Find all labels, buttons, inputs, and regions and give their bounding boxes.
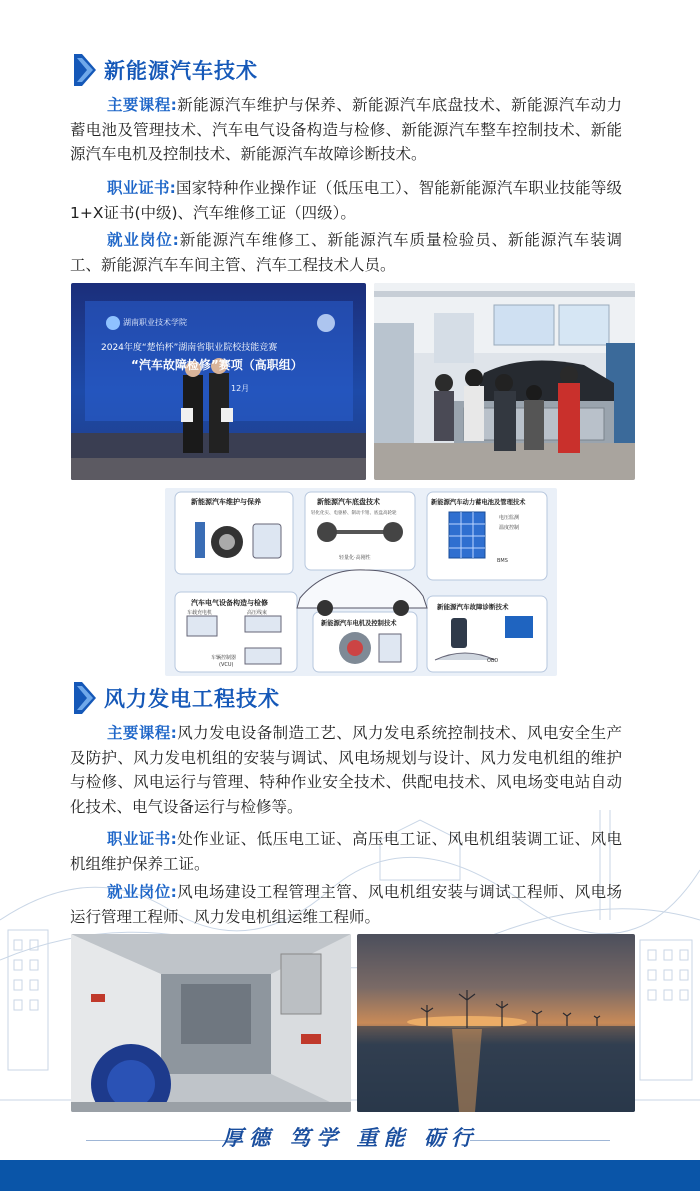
jobs-text: 新能源汽车维修工、新能源汽车质量检验员、新能源汽车装调工、新能源汽车车间主管、汽车工程技术人员。 — [70, 231, 622, 274]
diagram-chassis-sub: 轻化化实、电驱桥、制动卡钳、底盘高轮轮 — [311, 511, 397, 516]
banner-school-name: 湖南职业技术学院 — [123, 318, 187, 327]
section-header-wind — [74, 680, 280, 716]
nev-jobs-paragraph — [70, 228, 622, 277]
section-header-nev — [74, 52, 258, 88]
diagram-chassis-sub2: 轻量化·高刚性 — [339, 555, 371, 561]
chevron-marker-icon — [74, 682, 96, 714]
banner-line-2: “汽车故障检修”赛项（高职组） — [131, 358, 303, 372]
nev-courses-paragraph — [70, 93, 622, 167]
offshore-windfarm-photo — [357, 934, 635, 1112]
school-motto: 厚德 笃学 重能 砺行 — [222, 1125, 478, 1150]
wind-jobs-paragraph — [70, 880, 622, 929]
diagram-electrical-harness: 高压线束 — [247, 610, 268, 616]
courses-text: 新能源汽车维护与保养、新能源汽车底盘技术、新能源汽车动力蓄电池及管理技术、汽车电气设备构造与检修、新能源汽车整车控制技术、新能源汽车电机及控制技术、新能源汽车故障诊断技术。 — [70, 96, 622, 163]
jobs-label: 就业岗位: — [107, 883, 177, 901]
nev-course-diagram — [165, 488, 557, 676]
cert-label: 职业证书: — [107, 830, 177, 848]
cert-label: 职业证书: — [107, 179, 176, 197]
footer-band — [0, 1160, 700, 1191]
diagram-electrical-charger: 车载充电机 — [187, 610, 213, 616]
diagram-box-electrical: 汽车电气设备构造与检修 — [191, 599, 268, 607]
training-workshop-photo — [374, 283, 635, 480]
diagram-box-chassis: 新能源汽车底盘技术 — [317, 498, 380, 506]
cert-text: 国家特种作业操作证（低压电工）、智能新能源汽车职业技能等级1+X证书(中级)、汽车维修工证（四级）。 — [70, 179, 622, 222]
diagram-box-maintenance: 新能源汽车维护与保养 — [191, 498, 261, 506]
section-title-nev: 新能源汽车技术 — [104, 59, 258, 83]
diagram-diagnosis-obd: OBD — [487, 658, 499, 664]
diagram-electrical-vcu-abbr: (VCU) — [219, 662, 234, 668]
diagram-box-battery: 新能源汽车动力蓄电池及管理技术 — [431, 499, 526, 506]
diagram-battery-voltage: 电压监测 — [499, 515, 520, 521]
section-title-wind: 风力发电工程技术 — [104, 687, 280, 711]
wind-cert-paragraph — [70, 827, 622, 876]
courses-label: 主要课程: — [107, 96, 177, 114]
competition-award-photo — [71, 283, 366, 480]
courses-label: 主要课程: — [107, 724, 177, 742]
banner-line-1: 2024年度“楚怡杯”湖南省职业院校技能竞赛 — [101, 343, 278, 353]
diagram-box-motor: 新能源汽车电机及控制技术 — [321, 620, 397, 627]
chevron-marker-icon — [74, 54, 96, 86]
diagram-battery-bms: BMS — [497, 558, 508, 564]
jobs-label: 就业岗位: — [107, 231, 179, 249]
diagram-box-diagnosis: 新能源汽车故障诊断技术 — [437, 603, 509, 611]
nacelle-interior-photo — [71, 934, 351, 1112]
diagram-electrical-vcu: 车辆控制器 — [211, 655, 237, 661]
nev-cert-paragraph — [70, 176, 622, 225]
diagram-battery-temp: 温度控制 — [499, 525, 520, 531]
courses-text: 风力发电设备制造工艺、风力发电系统控制技术、风电安全生产及防护、风力发电机组的安装与调试、风电场规划与设计、风力发电机组的维护与检修、风电运行与管理、特种作业安全技术、供配电技术、风电场变电站自动化技术、电气设备运行与检修等。 — [70, 724, 622, 816]
banner-date: 12月 — [231, 384, 250, 393]
cert-text: 处作业证、低压电工证、高压电工证、风电机组装调工证、风电机组维护保养工证。 — [70, 830, 622, 873]
jobs-text: 风电场建设工程管理主管、风电机组安装与调试工程师、风电场运行管理工程师、风力发电机组运维工程师。 — [70, 883, 622, 926]
wind-courses-paragraph — [70, 721, 622, 819]
